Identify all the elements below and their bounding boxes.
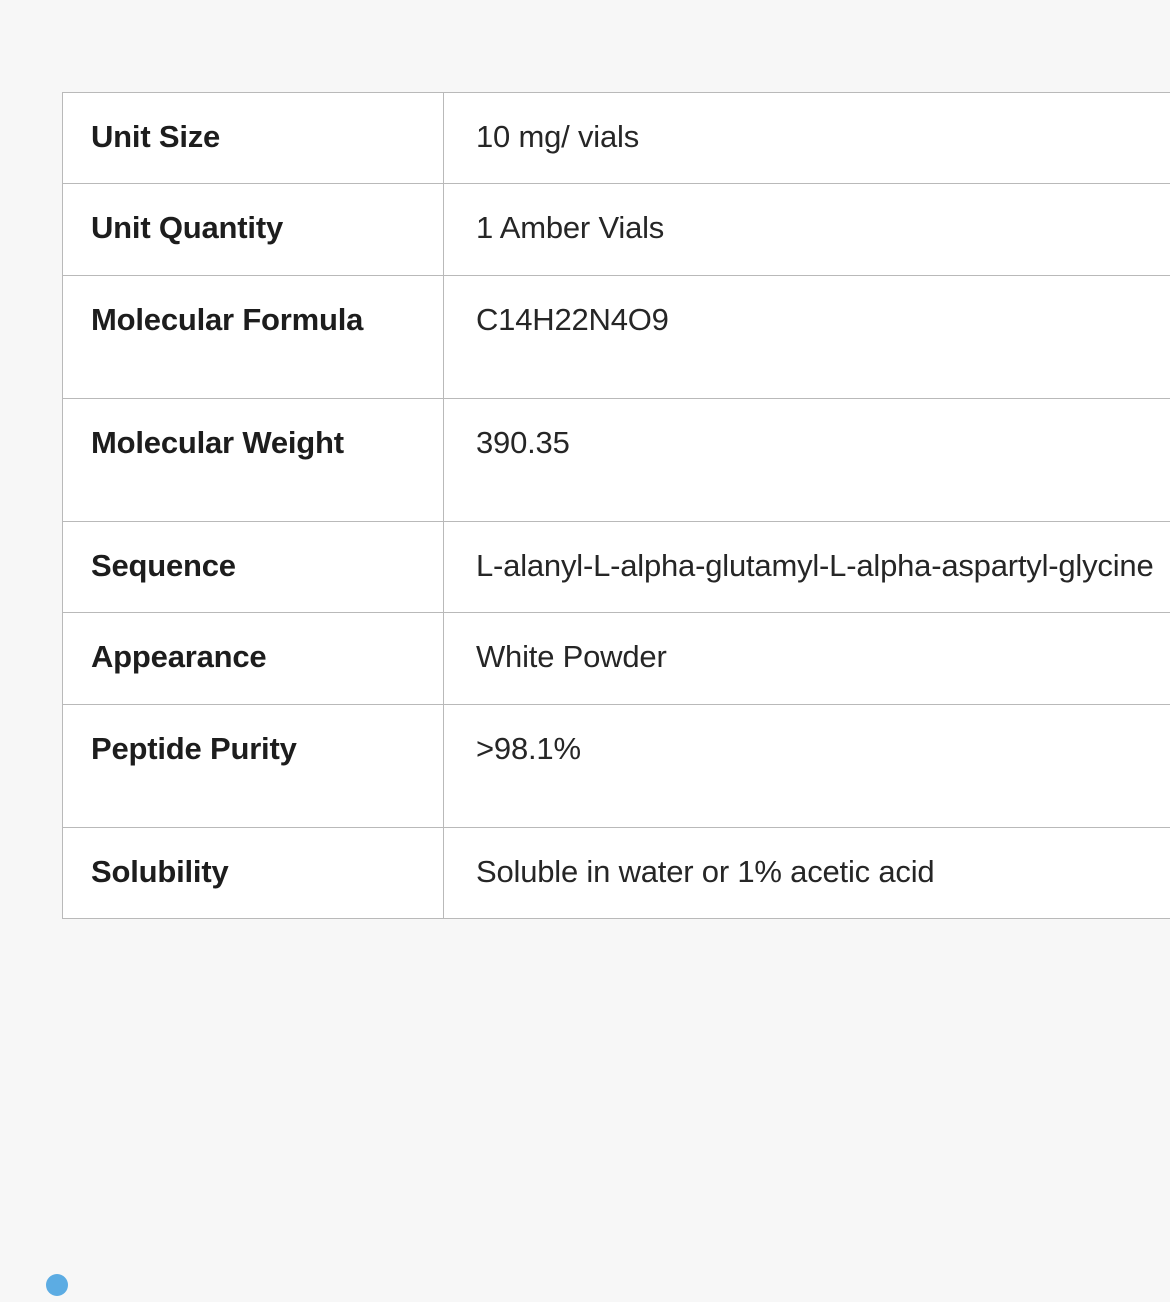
table-row (63, 93, 1170, 184)
spec-label-peptide-purity: Peptide Purity (63, 704, 444, 827)
product-specification-table (62, 92, 1154, 919)
spec-value-unit-quantity: 1 Amber Vials (444, 184, 1170, 275)
table-row (63, 613, 1170, 704)
spec-value-peptide-purity: >98.1% (444, 704, 1170, 827)
spec-label-solubility: Solubility (63, 828, 444, 919)
spec-value-sequence: L-alanyl-L-alpha-glutamyl-L-alpha-aspartyl-glycine (444, 522, 1170, 613)
spec-label-unit-quantity: Unit Quantity (63, 184, 444, 275)
table-row (63, 398, 1170, 521)
spec-value-molecular-formula: C14H22N4O9 (444, 275, 1170, 398)
spec-value-appearance: White Powder (444, 613, 1170, 704)
table-row (63, 275, 1170, 398)
spec-value-molecular-weight: 390.35 (444, 398, 1170, 521)
table-row (63, 828, 1170, 919)
spec-label-appearance: Appearance (63, 613, 444, 704)
spec-table (62, 92, 1170, 919)
spec-value-unit-size: 10 mg/ vials (444, 93, 1170, 184)
spec-label-molecular-formula: Molecular Formula (63, 275, 444, 398)
spec-label-molecular-weight: Molecular Weight (63, 398, 444, 521)
table-row (63, 522, 1170, 613)
table-row (63, 704, 1170, 827)
table-row (63, 184, 1170, 275)
blue-dot-icon (46, 1274, 68, 1296)
spec-label-unit-size: Unit Size (63, 93, 444, 184)
spec-table-body (63, 93, 1170, 919)
spec-value-solubility: Soluble in water or 1% acetic acid (444, 828, 1170, 919)
spec-label-sequence: Sequence (63, 522, 444, 613)
